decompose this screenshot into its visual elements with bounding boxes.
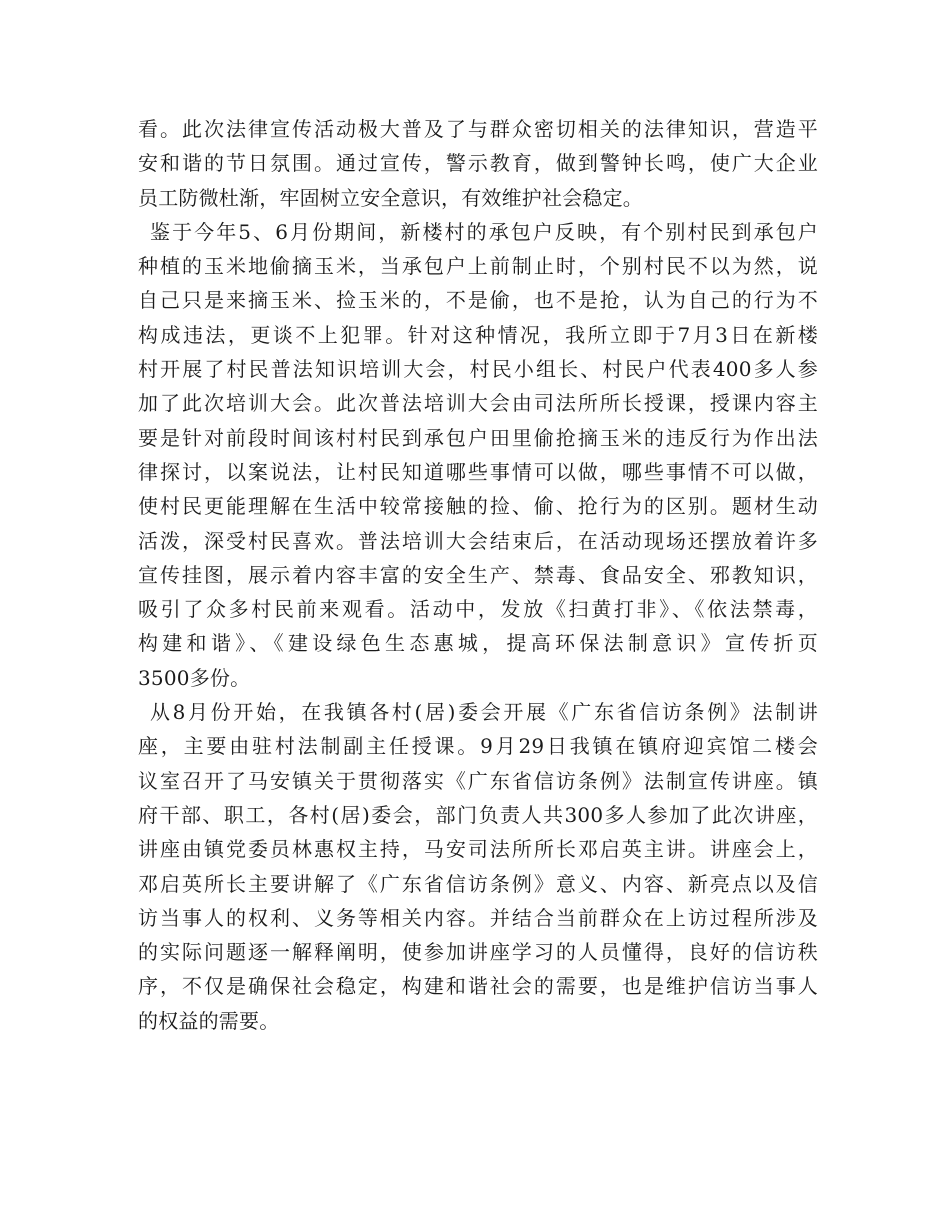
text-line: 的权益的需要。 xyxy=(138,1008,280,1033)
text-line: 吸引了众多村民前来观看。活动中，发放《扫黄打非》、《依法禁毒， xyxy=(138,597,818,622)
text-line: 安和谐的节日氛围。通过宣传，警示教育，做到警钟长鸣，使广大企业 xyxy=(138,151,818,176)
text-line: 议室召开了马安镇关于贯彻落实《广东省信访条例》法制宣传讲座。镇 xyxy=(138,768,818,793)
text-line: 使村民更能理解在生活中较常接触的捡、偷、抢行为的区别。题材生动 xyxy=(138,494,818,519)
text-line: 律探讨，以案说法，让村民知道哪些事情可以做，哪些事情不可以做， xyxy=(138,459,818,484)
text-line: 3500多份。 xyxy=(138,665,251,690)
text-line: 从8月份开始，在我镇各村(居)委会开展《广东省信访条例》法制讲 xyxy=(150,700,818,725)
text-line: 活泼，深受村民喜欢。普法培训大会结束后，在活动现场还摆放着许多 xyxy=(138,528,818,553)
text-line: 员工防微杜渐，牢固树立安全意识，有效维护社会稳定。 xyxy=(138,185,643,210)
text-line: 座，主要由驻村法制副主任授课。9月29日我镇在镇府迎宾馆二楼会 xyxy=(138,734,818,759)
text-line: 看。此次法律宣传活动极大普及了与群众密切相关的法律知识，营造平 xyxy=(138,117,818,141)
text-line: 自己只是来摘玉米、捡玉米的，不是偷，也不是抢，认为自己的行为不 xyxy=(138,288,818,313)
document-body xyxy=(138,112,818,1038)
text-line: 要是针对前段时间该村村民到承包户田里偷抢摘玉米的违反行为作出法 xyxy=(138,425,818,450)
text-line: 构成违法，更谈不上犯罪。针对这种情况，我所立即于7月3日在新楼 xyxy=(138,322,818,347)
text-line: 府干部、职工，各村(居)委会，部门负责人共300多人参加了此次讲座， xyxy=(138,802,818,827)
paragraph-3 xyxy=(138,695,818,1038)
text-line: 宣传挂图，展示着内容丰富的安全生产、禁毒、食品安全、邪教知识， xyxy=(138,562,818,587)
text-line: 序，不仅是确保社会稳定，构建和谐社会的需要，也是维护信访当事人 xyxy=(138,974,818,999)
text-line: 邓启英所长主要讲解了《广东省信访条例》意义、内容、新亮点以及信 xyxy=(138,871,818,896)
text-line: 种植的玉米地偷摘玉米，当承包户上前制止时，个别村民不以为然，说 xyxy=(138,254,818,279)
text-line: 加了此次培训大会。此次普法培训大会由司法所所长授课，授课内容主 xyxy=(138,391,818,416)
paragraph-2 xyxy=(138,215,818,695)
text-line: 鉴于今年5、6月份期间，新楼村的承包户反映，有个别村民到承包户 xyxy=(150,219,818,244)
text-line: 构建和谐》、《建设绿色生态惠城，提高环保法制意识》宣传折页 xyxy=(138,631,818,656)
text-line: 村开展了村民普法知识培训大会，村民小组长、村民户代表400多人参 xyxy=(138,357,818,382)
text-line: 讲座由镇党委员林惠权主持，马安司法所所长邓启英主讲。讲座会上， xyxy=(138,837,818,862)
text-line: 访当事人的权利、义务等相关内容。并结合当前群众在上访过程所涉及 xyxy=(138,905,818,930)
text-line: 的实际问题逐一解释阐明，使参加讲座学习的人员懂得，良好的信访秩 xyxy=(138,940,818,965)
paragraph-1 xyxy=(138,112,818,215)
